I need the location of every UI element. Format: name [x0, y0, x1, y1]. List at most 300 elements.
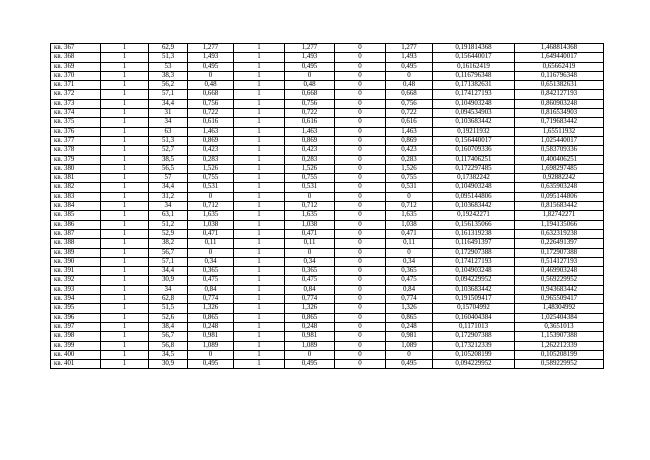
count-cell: 1: [101, 53, 149, 62]
apartment-cell: кв. 395: [51, 304, 101, 313]
count-cell: 1: [101, 239, 149, 248]
coef-cell: 1: [234, 248, 285, 257]
zero-cell: 0: [335, 248, 386, 257]
share-cell: 0,103683442: [433, 118, 515, 127]
table-row: [51, 276, 604, 285]
apartment-cell: кв. 376: [51, 127, 101, 136]
coef-cell: 1: [234, 360, 285, 369]
apartment-cell: кв. 369: [51, 62, 101, 71]
value-cell: 0,712: [188, 202, 234, 211]
table-row: [51, 202, 604, 211]
total-cell: 1,65511932: [515, 127, 604, 136]
area-cell: 56,7: [149, 332, 188, 341]
total-cell: 0,632319238: [515, 229, 604, 238]
value2-cell: 0,423: [285, 146, 335, 155]
value3-cell: 1,493: [386, 53, 433, 62]
data-table: [50, 43, 604, 369]
share-cell: 0,172907388: [433, 332, 515, 341]
zero-cell: 0: [335, 239, 386, 248]
value2-cell: 0,283: [285, 155, 335, 164]
value2-cell: 1,326: [285, 304, 335, 313]
share-cell: 0,174127193: [433, 257, 515, 266]
zero-cell: 0: [335, 118, 386, 127]
coef-cell: 1: [234, 127, 285, 136]
area-cell: 52,9: [149, 229, 188, 238]
share-cell: 0,191509417: [433, 295, 515, 304]
apartment-cell: кв. 377: [51, 136, 101, 145]
coef-cell: 1: [234, 295, 285, 304]
count-cell: 1: [101, 267, 149, 276]
area-cell: 53: [149, 62, 188, 71]
value3-cell: 0,471: [386, 229, 433, 238]
value3-cell: 0,423: [386, 146, 433, 155]
zero-cell: 0: [335, 295, 386, 304]
total-cell: 0,400406251: [515, 155, 604, 164]
zero-cell: 0: [335, 62, 386, 71]
value3-cell: 0,774: [386, 295, 433, 304]
value-cell: 0,34: [188, 257, 234, 266]
total-cell: 1,025440017: [515, 136, 604, 145]
total-cell: 1,649440017: [515, 53, 604, 62]
apartment-cell: кв. 378: [51, 146, 101, 155]
share-cell: 0,160404384: [433, 313, 515, 322]
area-cell: 38,5: [149, 155, 188, 164]
count-cell: 1: [101, 183, 149, 192]
coef-cell: 1: [234, 81, 285, 90]
table-row: [51, 304, 604, 313]
share-cell: 0,16162419: [433, 62, 515, 71]
zero-cell: 0: [335, 285, 386, 294]
value-cell: 1,089: [188, 341, 234, 350]
value3-cell: 0,865: [386, 313, 433, 322]
value3-cell: 0: [386, 192, 433, 201]
value-cell: 0,365: [188, 267, 234, 276]
total-cell: 0,842127193: [515, 90, 604, 99]
value-cell: 0,283: [188, 155, 234, 164]
zero-cell: 0: [335, 202, 386, 211]
value2-cell: 0,712: [285, 202, 335, 211]
total-cell: 0,172907388: [515, 248, 604, 257]
count-cell: 1: [101, 229, 149, 238]
document-page: [50, 43, 603, 369]
zero-cell: 0: [335, 220, 386, 229]
total-cell: 0,92882242: [515, 174, 604, 183]
table-body: [51, 44, 604, 369]
count-cell: 1: [101, 81, 149, 90]
coef-cell: 1: [234, 53, 285, 62]
value2-cell: 1,635: [285, 211, 335, 220]
share-cell: 0,171382631: [433, 81, 515, 90]
zero-cell: 0: [335, 99, 386, 108]
apartment-cell: кв. 389: [51, 248, 101, 257]
count-cell: 1: [101, 62, 149, 71]
apartment-cell: кв. 392: [51, 276, 101, 285]
apartment-cell: кв. 371: [51, 81, 101, 90]
table-row: [51, 295, 604, 304]
share-cell: 0,104903248: [433, 267, 515, 276]
area-cell: 56,2: [149, 81, 188, 90]
value2-cell: 1,089: [285, 341, 335, 350]
value-cell: 0: [188, 350, 234, 359]
total-cell: 1,025404384: [515, 313, 604, 322]
share-cell: 0,094534903: [433, 109, 515, 118]
zero-cell: 0: [335, 44, 386, 53]
table-row: [51, 90, 604, 99]
share-cell: 0,173212339: [433, 341, 515, 350]
coef-cell: 1: [234, 257, 285, 266]
table-row: [51, 146, 604, 155]
table-row: [51, 220, 604, 229]
value3-cell: 0,495: [386, 360, 433, 369]
total-cell: 1,48304992: [515, 304, 604, 313]
area-cell: 34: [149, 202, 188, 211]
value-cell: 1,038: [188, 220, 234, 229]
table-row: [51, 360, 604, 369]
share-cell: 0,174127193: [433, 90, 515, 99]
zero-cell: 0: [335, 174, 386, 183]
value2-cell: 0,11: [285, 239, 335, 248]
area-cell: 57,1: [149, 257, 188, 266]
share-cell: 0,19242271: [433, 211, 515, 220]
area-cell: 34,4: [149, 99, 188, 108]
total-cell: 0,589229952: [515, 360, 604, 369]
total-cell: 0,719683442: [515, 118, 604, 127]
value2-cell: 0: [285, 71, 335, 80]
value3-cell: 0,248: [386, 322, 433, 331]
table-row: [51, 164, 604, 173]
table-row: [51, 211, 604, 220]
share-cell: 0,094229952: [433, 360, 515, 369]
apartment-cell: кв. 400: [51, 350, 101, 359]
value3-cell: 0: [386, 350, 433, 359]
zero-cell: 0: [335, 53, 386, 62]
value2-cell: 0: [285, 350, 335, 359]
apartment-cell: кв. 386: [51, 220, 101, 229]
zero-cell: 0: [335, 81, 386, 90]
apartment-cell: кв. 398: [51, 332, 101, 341]
area-cell: 63,1: [149, 211, 188, 220]
count-cell: 1: [101, 71, 149, 80]
area-cell: 57: [149, 174, 188, 183]
apartment-cell: кв. 391: [51, 267, 101, 276]
value-cell: 0,668: [188, 90, 234, 99]
share-cell: 0,105208199: [433, 350, 515, 359]
count-cell: 1: [101, 360, 149, 369]
zero-cell: 0: [335, 136, 386, 145]
value3-cell: 0: [386, 248, 433, 257]
count-cell: 1: [101, 350, 149, 359]
zero-cell: 0: [335, 127, 386, 136]
total-cell: 1,153907388: [515, 332, 604, 341]
table-row: [51, 136, 604, 145]
value3-cell: 0,616: [386, 118, 433, 127]
zero-cell: 0: [335, 257, 386, 266]
total-cell: 1,194135066: [515, 220, 604, 229]
zero-cell: 0: [335, 322, 386, 331]
value3-cell: 0,495: [386, 62, 433, 71]
value3-cell: 0,48: [386, 81, 433, 90]
area-cell: 38,3: [149, 71, 188, 80]
total-cell: 0,226491397: [515, 239, 604, 248]
table-row: [51, 44, 604, 53]
value2-cell: 0,495: [285, 62, 335, 71]
zero-cell: 0: [335, 350, 386, 359]
table-row: [51, 248, 604, 257]
count-cell: 1: [101, 127, 149, 136]
value3-cell: 0,365: [386, 267, 433, 276]
count-cell: 1: [101, 44, 149, 53]
area-cell: 34: [149, 285, 188, 294]
value3-cell: 0,34: [386, 257, 433, 266]
count-cell: 1: [101, 220, 149, 229]
share-cell: 0,191814368: [433, 44, 515, 53]
area-cell: 56,5: [149, 164, 188, 173]
area-cell: 51,3: [149, 136, 188, 145]
total-cell: 0,635903248: [515, 183, 604, 192]
value2-cell: 0,365: [285, 267, 335, 276]
total-cell: 0,105208199: [515, 350, 604, 359]
area-cell: 30,9: [149, 276, 188, 285]
share-cell: 0,104903248: [433, 183, 515, 192]
count-cell: 1: [101, 118, 149, 127]
value-cell: 0,471: [188, 229, 234, 238]
value-cell: 0,722: [188, 109, 234, 118]
value2-cell: 1,038: [285, 220, 335, 229]
value3-cell: 1,326: [386, 304, 433, 313]
value-cell: 1,635: [188, 211, 234, 220]
value2-cell: 0,616: [285, 118, 335, 127]
coef-cell: 1: [234, 146, 285, 155]
value-cell: 0,616: [188, 118, 234, 127]
value-cell: 0,981: [188, 332, 234, 341]
table-row: [51, 332, 604, 341]
count-cell: 1: [101, 164, 149, 173]
zero-cell: 0: [335, 155, 386, 164]
total-cell: 0,469903248: [515, 267, 604, 276]
coef-cell: 1: [234, 239, 285, 248]
area-cell: 30,9: [149, 360, 188, 369]
zero-cell: 0: [335, 267, 386, 276]
coef-cell: 1: [234, 285, 285, 294]
table-row: [51, 174, 604, 183]
apartment-cell: кв. 367: [51, 44, 101, 53]
count-cell: 1: [101, 285, 149, 294]
apartment-cell: кв. 401: [51, 360, 101, 369]
value2-cell: 0,34: [285, 257, 335, 266]
apartment-cell: кв. 385: [51, 211, 101, 220]
area-cell: 34: [149, 118, 188, 127]
coef-cell: 1: [234, 276, 285, 285]
coef-cell: 1: [234, 267, 285, 276]
zero-cell: 0: [335, 164, 386, 173]
value3-cell: 0,283: [386, 155, 433, 164]
share-cell: 0,117406251: [433, 155, 515, 164]
table-row: [51, 81, 604, 90]
coef-cell: 1: [234, 202, 285, 211]
table-row: [51, 267, 604, 276]
value3-cell: 1,089: [386, 341, 433, 350]
value3-cell: 0,755: [386, 174, 433, 183]
apartment-cell: кв. 396: [51, 313, 101, 322]
zero-cell: 0: [335, 229, 386, 238]
table-row: [51, 109, 604, 118]
apartment-cell: кв. 383: [51, 192, 101, 201]
value2-cell: 0,756: [285, 99, 335, 108]
coef-cell: 1: [234, 109, 285, 118]
coef-cell: 1: [234, 220, 285, 229]
apartment-cell: кв. 381: [51, 174, 101, 183]
zero-cell: 0: [335, 146, 386, 155]
area-cell: 52,7: [149, 146, 188, 155]
value-cell: 0,48: [188, 81, 234, 90]
count-cell: 1: [101, 202, 149, 211]
count-cell: 1: [101, 341, 149, 350]
value2-cell: 0: [285, 248, 335, 257]
value2-cell: 0,774: [285, 295, 335, 304]
value2-cell: 1,463: [285, 127, 335, 136]
count-cell: 1: [101, 248, 149, 257]
area-cell: 51,3: [149, 53, 188, 62]
value2-cell: 0,865: [285, 313, 335, 322]
area-cell: 56,7: [149, 248, 188, 257]
value-cell: 1,326: [188, 304, 234, 313]
table-row: [51, 53, 604, 62]
value-cell: 0,84: [188, 285, 234, 294]
zero-cell: 0: [335, 211, 386, 220]
coef-cell: 1: [234, 155, 285, 164]
table-row: [51, 118, 604, 127]
count-cell: 1: [101, 155, 149, 164]
table-row: [51, 257, 604, 266]
value-cell: 0,475: [188, 276, 234, 285]
total-cell: 1,698297485: [515, 164, 604, 173]
table-row: [51, 239, 604, 248]
area-cell: 57,1: [149, 90, 188, 99]
value3-cell: 1,277: [386, 44, 433, 53]
count-cell: 1: [101, 136, 149, 145]
value-cell: 0,248: [188, 322, 234, 331]
count-cell: 1: [101, 211, 149, 220]
apartment-cell: кв. 384: [51, 202, 101, 211]
total-cell: 0,583709336: [515, 146, 604, 155]
value-cell: 0,756: [188, 99, 234, 108]
zero-cell: 0: [335, 276, 386, 285]
zero-cell: 0: [335, 332, 386, 341]
value3-cell: 1,038: [386, 220, 433, 229]
count-cell: 1: [101, 192, 149, 201]
table-row: [51, 313, 604, 322]
total-cell: 0,943683442: [515, 285, 604, 294]
value3-cell: 0,712: [386, 202, 433, 211]
count-cell: 1: [101, 99, 149, 108]
zero-cell: 0: [335, 304, 386, 313]
share-cell: 0,103683442: [433, 285, 515, 294]
share-cell: 0,094229952: [433, 276, 515, 285]
value3-cell: 1,463: [386, 127, 433, 136]
apartment-cell: кв. 374: [51, 109, 101, 118]
area-cell: 31: [149, 109, 188, 118]
value3-cell: 0,756: [386, 99, 433, 108]
coef-cell: 1: [234, 183, 285, 192]
value3-cell: 0,869: [386, 136, 433, 145]
area-cell: 52,6: [149, 313, 188, 322]
apartment-cell: кв. 399: [51, 341, 101, 350]
zero-cell: 0: [335, 71, 386, 80]
share-cell: 0,161319238: [433, 229, 515, 238]
coef-cell: 1: [234, 71, 285, 80]
value-cell: 0,11: [188, 239, 234, 248]
coef-cell: 1: [234, 44, 285, 53]
total-cell: 0,3651013: [515, 322, 604, 331]
apartment-cell: кв. 394: [51, 295, 101, 304]
coef-cell: 1: [234, 211, 285, 220]
area-cell: 38,4: [149, 322, 188, 331]
apartment-cell: кв. 368: [51, 53, 101, 62]
value2-cell: 0,48: [285, 81, 335, 90]
value-cell: 0: [188, 192, 234, 201]
table-row: [51, 155, 604, 164]
area-cell: 63: [149, 127, 188, 136]
apartment-cell: кв. 379: [51, 155, 101, 164]
value3-cell: 0,84: [386, 285, 433, 294]
value-cell: 0,865: [188, 313, 234, 322]
apartment-cell: кв. 382: [51, 183, 101, 192]
apartment-cell: кв. 397: [51, 322, 101, 331]
zero-cell: 0: [335, 183, 386, 192]
coef-cell: 1: [234, 136, 285, 145]
total-cell: 0,816534903: [515, 109, 604, 118]
count-cell: 1: [101, 304, 149, 313]
total-cell: 0,095144806: [515, 192, 604, 201]
value-cell: 0,495: [188, 360, 234, 369]
coef-cell: 1: [234, 192, 285, 201]
value2-cell: 1,493: [285, 53, 335, 62]
value3-cell: 0,475: [386, 276, 433, 285]
count-cell: 1: [101, 332, 149, 341]
total-cell: 1,468814368: [515, 44, 604, 53]
table-row: [51, 127, 604, 136]
coef-cell: 1: [234, 304, 285, 313]
coef-cell: 1: [234, 62, 285, 71]
zero-cell: 0: [335, 109, 386, 118]
value3-cell: 1,526: [386, 164, 433, 173]
share-cell: 0,156440017: [433, 53, 515, 62]
count-cell: 1: [101, 90, 149, 99]
value-cell: 1,526: [188, 164, 234, 173]
area-cell: 62,9: [149, 44, 188, 53]
zero-cell: 0: [335, 360, 386, 369]
count-cell: 1: [101, 174, 149, 183]
share-cell: 0,104903248: [433, 99, 515, 108]
table-row: [51, 229, 604, 238]
area-cell: 34,4: [149, 267, 188, 276]
value-cell: 0: [188, 248, 234, 257]
count-cell: 1: [101, 276, 149, 285]
share-cell: 0,15704992: [433, 304, 515, 313]
apartment-cell: кв. 388: [51, 239, 101, 248]
value-cell: 0,423: [188, 146, 234, 155]
table-row: [51, 350, 604, 359]
zero-cell: 0: [335, 90, 386, 99]
apartment-cell: кв. 393: [51, 285, 101, 294]
apartment-cell: кв. 370: [51, 71, 101, 80]
value3-cell: 1,635: [386, 211, 433, 220]
area-cell: 51,5: [149, 304, 188, 313]
zero-cell: 0: [335, 313, 386, 322]
area-cell: 38,2: [149, 239, 188, 248]
share-cell: 0,095144806: [433, 192, 515, 201]
share-cell: 0,116491397: [433, 239, 515, 248]
